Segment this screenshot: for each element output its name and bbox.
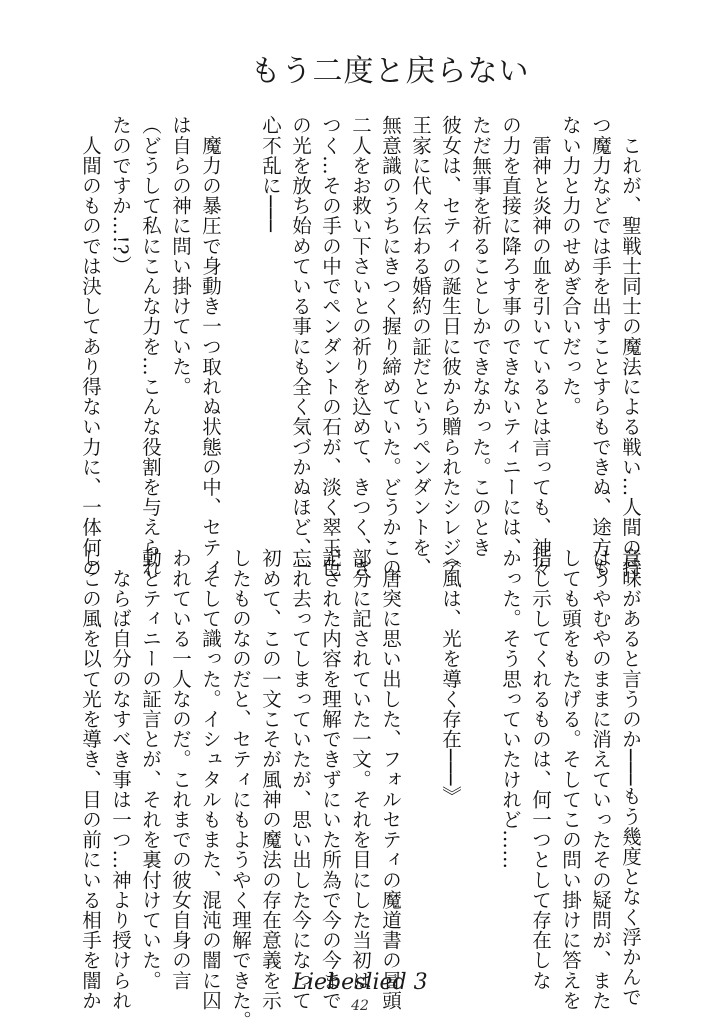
text-column: 忘れ去ってしまっていたが、思い出した今になって xyxy=(289,548,312,1011)
text-column: 部分に記されていた一文。それを目にした当初は xyxy=(349,548,372,991)
text-column: ただ無事を祈ることしかできなかった。このとき xyxy=(469,115,492,558)
text-column: （どうして私にこんな力を…こんな役割を与えられ xyxy=(139,115,162,578)
text-column: そして識った。イシュタルもまた、混沌の闇に囚 xyxy=(199,548,222,1011)
text-column: 指し示してくれるものは、何一つとして存在しな xyxy=(529,548,552,991)
text-column: 初めて、この一文こそが風神の魔法の存在意義を示 xyxy=(259,548,282,1011)
text-column: 《風は、光を導く存在───》 xyxy=(439,548,462,807)
text-column: の力を直接に降ろす事のできないティニーには、 xyxy=(499,115,522,558)
blank-column xyxy=(465,548,495,948)
text-column: 唐突に思い出した、フォルセティの魔道書の冒頭 xyxy=(379,548,402,1011)
text-column: はうやむやのままに消えていったその疑問が、また xyxy=(589,548,612,1011)
blank-column xyxy=(225,115,255,515)
page-number: 42 xyxy=(351,998,369,1014)
text-column: 意味があると言うのか───もう幾度となく浮かんで xyxy=(619,548,642,1008)
text-column: 魔力の暴圧で身動き一つ取れぬ状態の中、セティ xyxy=(199,115,222,578)
text-block-upper xyxy=(79,115,645,578)
text-column: 動とティニーの証言とが、それを裏付けていた。 xyxy=(139,548,162,991)
text-column: しこの風を以て光を導き、目の前にいる相手を闇か xyxy=(79,548,102,1011)
text-column: つく…その手の中でペンダントの石が、淡く翠玉色 xyxy=(319,115,342,578)
text-column: われている一人なのだ。これまでの彼女自身の言 xyxy=(169,548,192,991)
blank-column xyxy=(405,548,435,948)
text-column: の光を放ち始めている事にも全く気づかぬほど、一 xyxy=(289,115,312,578)
text-column: つ魔力などでは手を出すことすらもできぬ、途方も xyxy=(589,115,612,578)
text-column: たのですか…!?） xyxy=(109,115,132,276)
text-column: 無意識のうちにきつく握り締めていた。どうかこの xyxy=(379,115,402,578)
footer-book-title: Liebeslied 3 xyxy=(292,970,428,995)
text-column: したものなのだと、セティにもようやく理解できた。 xyxy=(229,548,252,1030)
text-column: かった。そう思っていたけれど…… xyxy=(499,548,522,870)
text-column: 二人をお救い下さいとの祈りを込めて、きつく、き xyxy=(349,115,372,578)
text-column: しても頭をもたげる。そしてこの問い掛けに答えを xyxy=(559,548,582,1011)
text-column: ならば自分のなすべき事は一つ…神より授けられ xyxy=(109,548,132,1011)
text-column: 雷神と炎神の血を引いているとは言っても、神々 xyxy=(529,115,552,578)
text-column: 王家に代々伝わる婚約の証だというペンダントを、 xyxy=(409,115,432,578)
text-column: 記された内容を理解できずにいた所為で今の今まで xyxy=(319,548,342,1011)
text-column: 心不乱に─── xyxy=(259,115,282,233)
text-column: は自らの神に問い掛けていた。 xyxy=(169,115,192,397)
text-column: 人間のものでは決してあり得ない力に、一体何の xyxy=(79,115,102,578)
text-column: 彼女は、セティの誕生日に彼から贈られたシレジア xyxy=(439,115,462,578)
page-title: もう二度と戻らない xyxy=(250,54,530,89)
text-column: ない力と力のせめぎ合いだった。 xyxy=(559,115,582,417)
text-column: これが、聖戦士同士の魔法による戦い…人間の持 xyxy=(619,115,642,578)
